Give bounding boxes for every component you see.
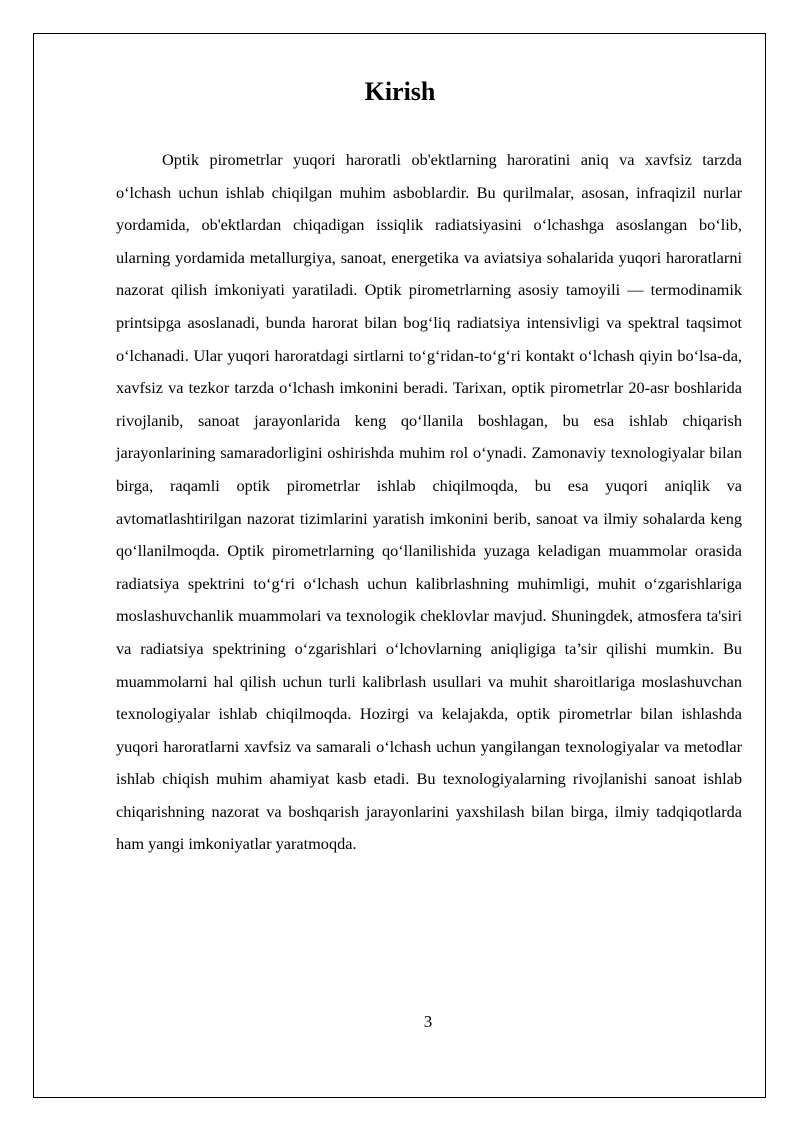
page-number: 3 (423, 1012, 433, 1031)
body-paragraph: Optik pirometrlar yuqori haroratli ob'ektlarning haroratini aniq va xavfsiz tarzda o‘lchash uchun ishlab chiqilgan muhim asboblardir. Bu qurilmalar, asosan, infraqizil nurlar yordamida, ob'ektlardan chiqadigan issiqlik radiatsiyasini o‘lchashga asoslangan bo‘lib, ularning yordamida metallurgiya, sanoat, energetika va aviatsiya sohalarida yuqori haroratlarni nazorat qilish imkoniyati yaratiladi. Optik pirometrlarning asosiy tamoyili — termodinamik printsipga asoslanadi, bunda harorat bilan bog‘liq radiatsiya intensivligi va spektral taqsimot o‘lchanadi. Ular yuqori haroratdagi sirtlarni to‘g‘ridan-to‘g‘ri kontakt o‘lchash qiyin bo‘lsa-da, xavfsiz va tezkor tarzda o‘lchash imkonini beradi. Tarixan, optik pirometrlar 20-asr boshlarida rivojlanib, sanoat jarayonlarida keng qo‘llanila boshlagan, bu esa ishlab chiqarish jarayonlarining samaradorligini oshirishda muhim rol o‘ynadi. Zamonaviy texnologiyalar bilan birga, raqamli optik pirometrlar ishlab chiqilmoqda, bu esa yuqori aniqlik va avtomatlashtirilgan nazorat tizimlarini yaratish imkonini berib, sanoat va ilmiy sohalarda keng qo‘llanilmoqda. Optik pirometrlarning qo‘llanilishida yuzaga keladigan muammolar orasida radiatsiya spektrini to‘g‘ri o‘lchash uchun kalibrlashning muhimligi, muhit o‘zgarishlariga moslashuvchanlik muammolari va texnologik cheklovlar mavjud. Shuningdek, atmosfera ta'siri va radiatsiya spektrining o‘zgarishlari o‘lchovlarning aniqligiga ta’sir qilishi mumkin. Bu muammolarni hal qilish uchun turli kalibrlash usullari va muhit sharoitlariga moslashuvchan texnologiyalar ishlab chiqilmoqda. Hozirgi va kelajakda, optik pirometrlar bilan ishlashda yuqori haroratlarni xavfsiz va samarali o‘lchash uchun yangilangan texnologiyalar va metodlar ishlab chiqish muhim ahamiyat kasb etadi. Bu texnologiyalarning rivojlanishi sanoat ishlab chiqarishning nazorat va boshqarish jarayonlarini yaxshilash bilan birga, ilmiy tadqiqotlarda ham yangi imkoniyatlar yaratmoqda. (116, 150, 742, 854)
page-title: Kirish (364, 77, 436, 106)
